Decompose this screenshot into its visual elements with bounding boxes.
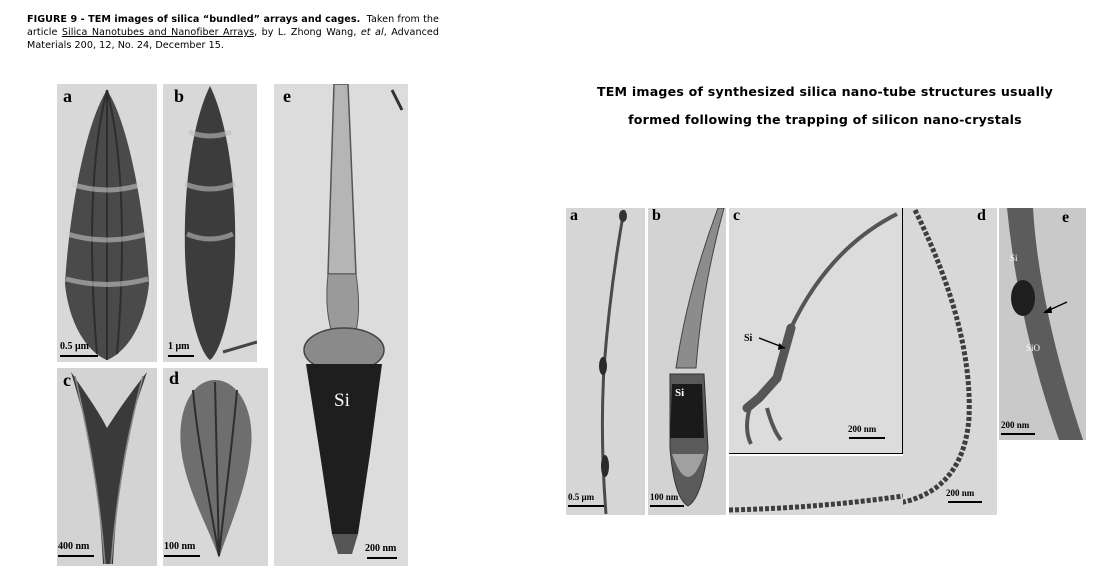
cage-e-micrograph xyxy=(274,84,408,566)
nanotube-d-lower-micrograph xyxy=(729,456,903,515)
nanotube-e-micrograph xyxy=(999,208,1086,440)
left-panel-c-label: c xyxy=(63,370,71,390)
right-panel-b-label: b xyxy=(652,208,661,224)
right-panel-d-scale-label: 200 nm xyxy=(946,488,975,498)
right-panel-e-si-label: Si xyxy=(1010,253,1018,263)
right-panel-c xyxy=(729,208,903,454)
bundle-a-micrograph xyxy=(57,84,157,362)
left-panel-a-label: a xyxy=(63,86,72,106)
heading-line-1: TEM images of synthesized silica nano-tube structures usually xyxy=(596,84,1054,99)
caption-et-al: et al xyxy=(360,27,384,38)
right-panel-e-sio-label: SiO xyxy=(1026,343,1041,353)
left-panel-b-scale-bar xyxy=(168,355,194,357)
right-panel-a-label: a xyxy=(570,208,578,224)
left-panel-e-scale-bar xyxy=(367,557,397,559)
left-panel-c-scale-bar xyxy=(58,555,94,557)
caption-text-3: , Advanced Materials 200, 12, No. 24, December 15. xyxy=(27,27,439,51)
left-panel-d xyxy=(163,368,268,566)
right-panel-d-scale-bar xyxy=(948,501,982,503)
right-panel-d xyxy=(903,208,997,515)
left-panel-e xyxy=(274,84,408,566)
right-panel-a xyxy=(566,208,645,515)
figure-caption xyxy=(27,13,439,52)
nanotube-d-micrograph xyxy=(903,208,997,515)
right-panel-b xyxy=(648,208,726,515)
right-panel-e xyxy=(999,208,1086,440)
nanotube-b-micrograph xyxy=(648,208,726,515)
right-figure-heading xyxy=(560,78,1090,134)
left-panel-e-label: e xyxy=(283,86,291,106)
article-title-link[interactable]: Silica Nanotubes and Nanofiber Arrays xyxy=(61,27,255,38)
left-panel-d-scale-label: 100 nm xyxy=(164,541,196,552)
right-panel-b-si-label: Si xyxy=(675,387,685,399)
nanotube-c-micrograph xyxy=(729,208,903,454)
caption-text-1: Taken from the article xyxy=(27,14,440,38)
right-panel-a-scale-bar xyxy=(568,505,604,507)
right-panel-e-label: e xyxy=(1062,209,1070,226)
left-panel-a-scale-label: 0.5 μm xyxy=(60,341,89,352)
left-panel-d-label: d xyxy=(169,368,180,388)
left-panel-c-scale-label: 400 nm xyxy=(58,541,90,552)
left-panel-a-scale-bar xyxy=(60,355,98,357)
right-panel-c-si-label: Si xyxy=(744,333,753,344)
left-panel-b-scale-label: 1 μm xyxy=(168,341,190,352)
left-panel-b xyxy=(163,84,257,362)
right-panel-b-scale-bar xyxy=(650,505,684,507)
left-panel-a xyxy=(57,84,157,362)
heading-line-2: formed following the trapping of silicon nano-crystals xyxy=(628,112,1022,127)
left-panel-c xyxy=(57,368,157,566)
left-panel-b-label: b xyxy=(174,86,185,106)
nanotube-a-micrograph xyxy=(566,208,645,515)
left-panel-e-si-label: Si xyxy=(334,390,350,411)
left-panel-e-scale-label: 200 nm xyxy=(365,543,397,554)
right-panel-b-scale-label: 100 nm xyxy=(650,492,679,502)
right-panel-a-scale-label: 0.5 μm xyxy=(568,492,595,502)
right-panel-c-label: c xyxy=(733,208,741,224)
right-panel-c-scale-label: 200 nm xyxy=(848,424,877,434)
right-panel-e-scale-bar xyxy=(1001,433,1035,435)
caption-text-2: , by L. Zhong Wang, xyxy=(254,27,357,38)
right-panel-d-label: d xyxy=(977,208,986,224)
right-panel-e-scale-label: 200 nm xyxy=(1001,420,1030,430)
left-panel-d-scale-bar xyxy=(164,555,200,557)
right-panel-d-lower xyxy=(729,456,903,515)
bundle-c-micrograph xyxy=(57,368,157,566)
bundle-b-micrograph xyxy=(163,84,257,362)
right-panel-c-scale-bar xyxy=(849,437,885,439)
bundle-d-micrograph xyxy=(163,368,268,566)
figure-label: FIGURE 9 - TEM images of silica “bundled” arrays and cages. xyxy=(27,14,361,25)
